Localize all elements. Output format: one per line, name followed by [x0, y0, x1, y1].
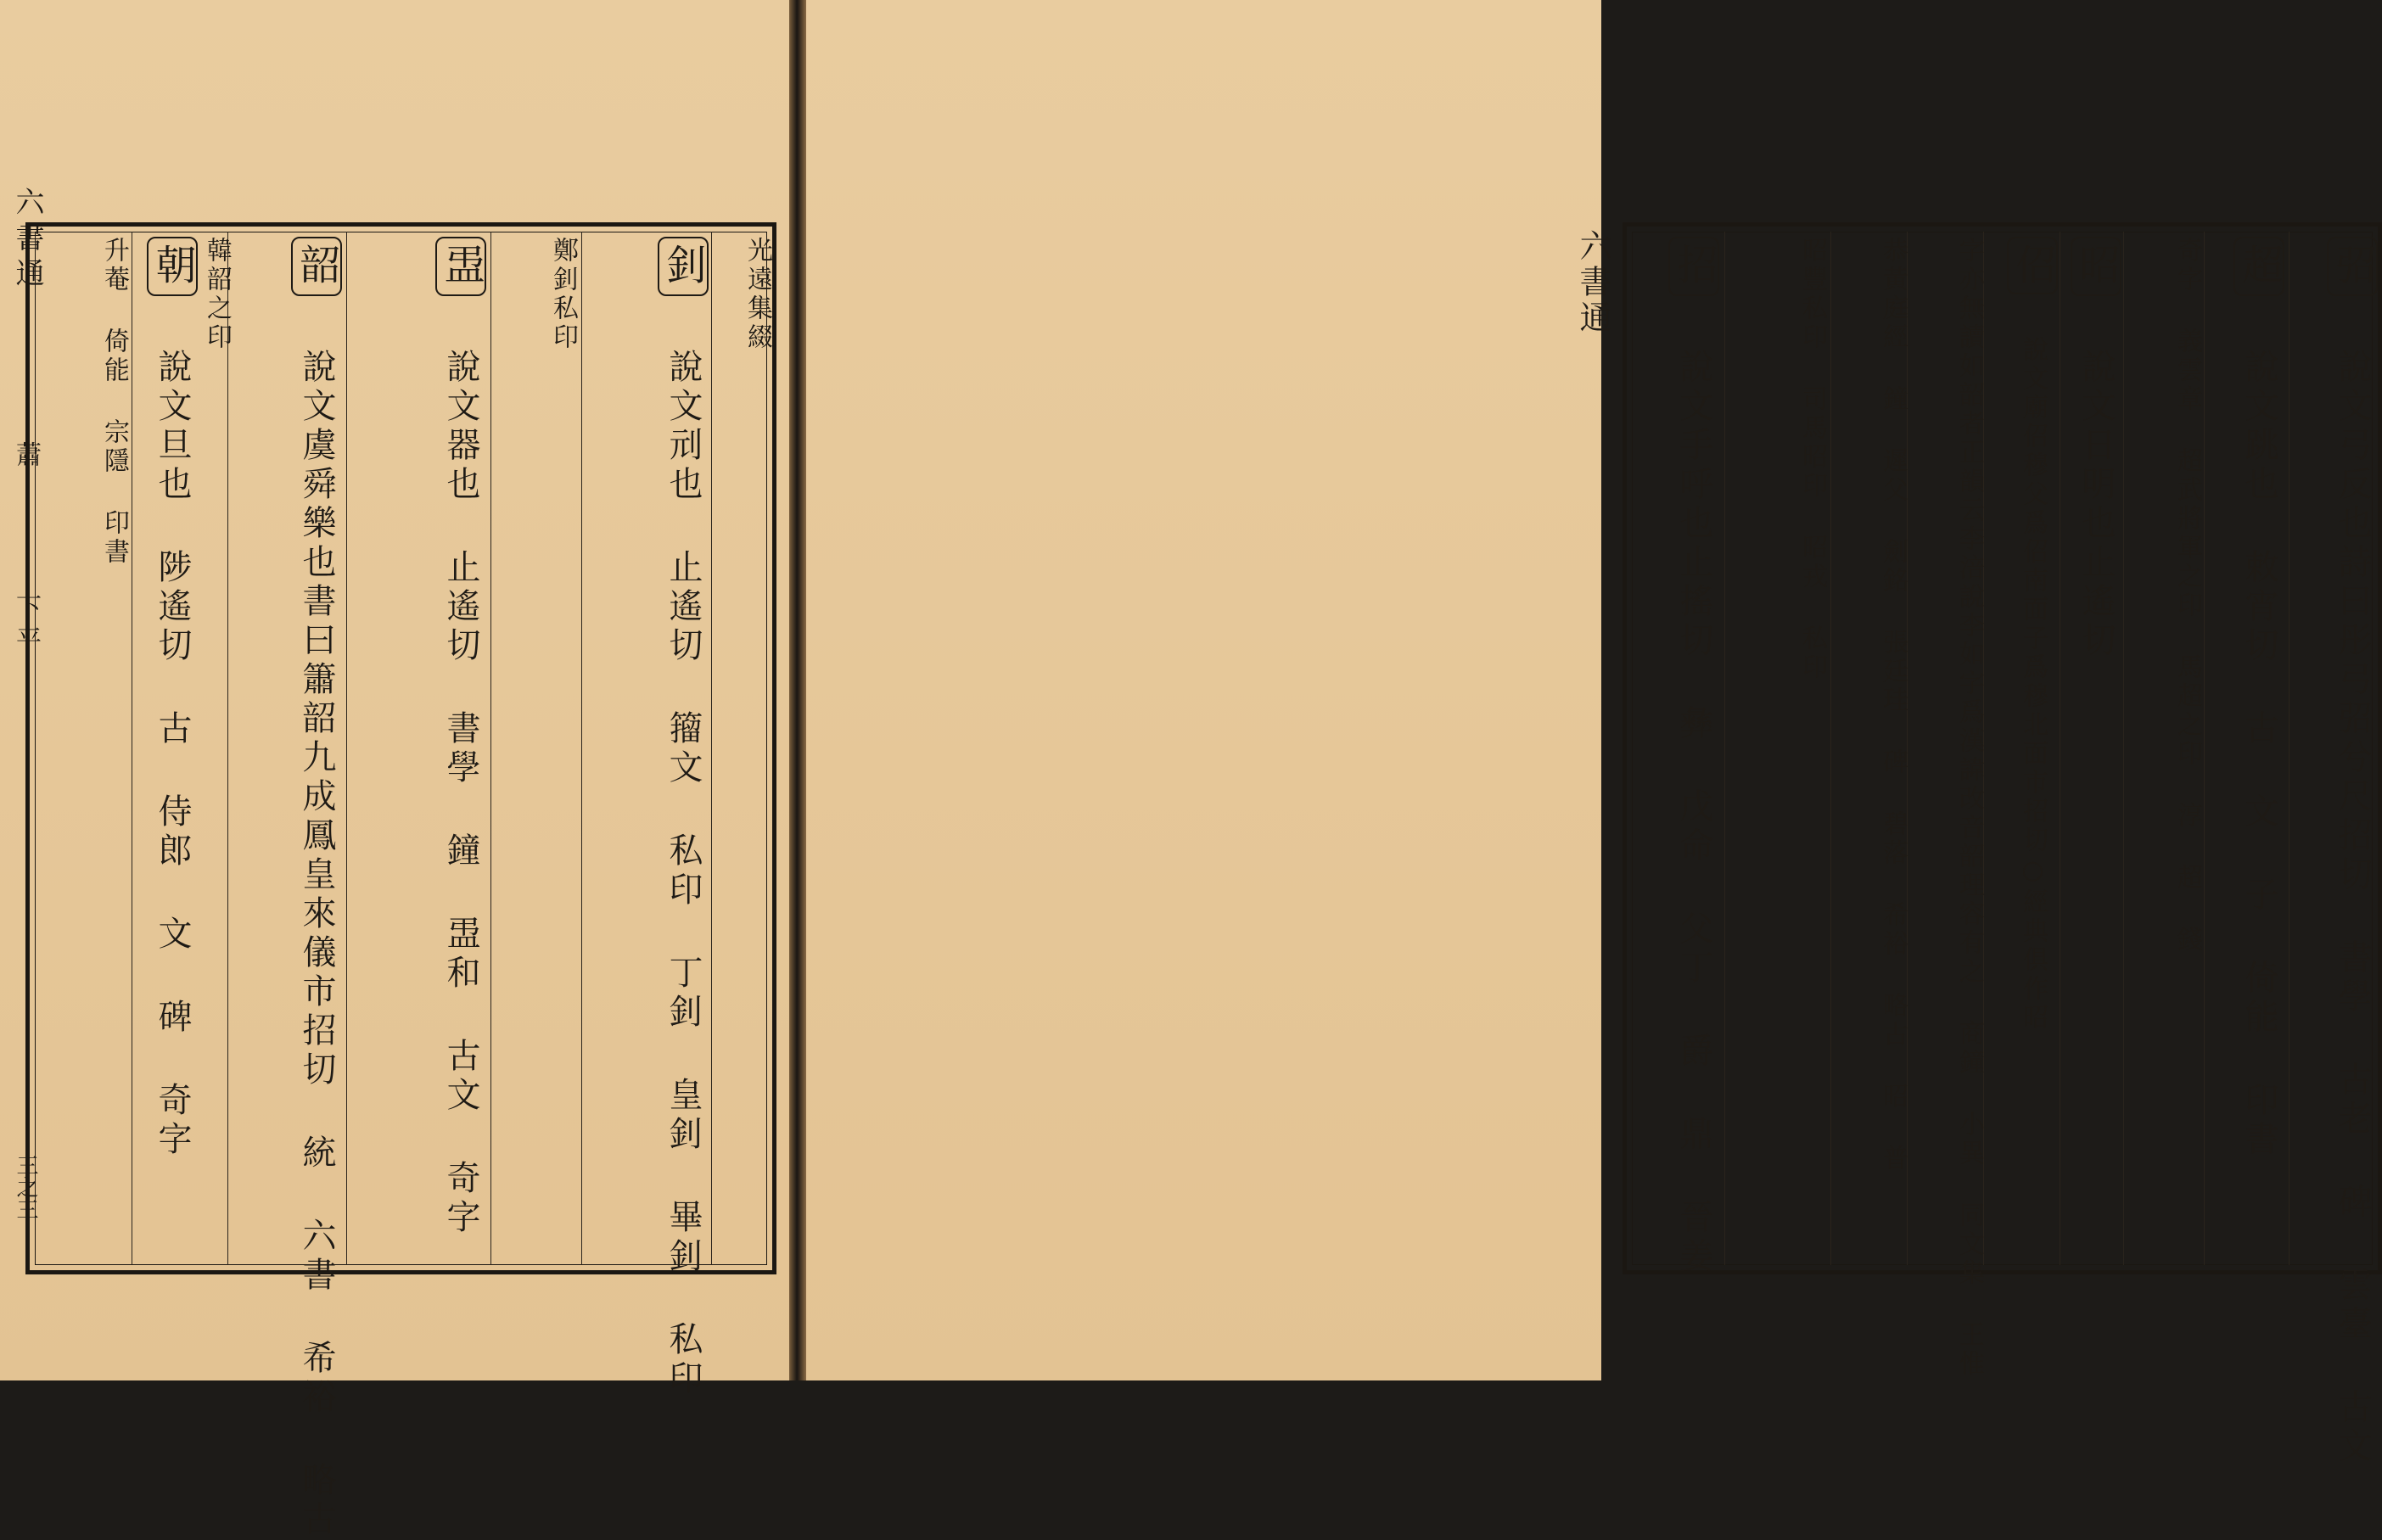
entry-head-zhao-jian: 釗 [658, 237, 709, 296]
left-col-4: 盄 說文器也 止遙切 書學 鐘 盄和 古文 奇字 [355, 237, 486, 1260]
right-col-6: 字亦無讀如韶者正韻云李涪說李如字爲漢諱改音韶理容有之 商鐘 小異 同文集 王惟 [1954, 237, 1984, 1379]
right-col-5: 佋 說文廟佋穆父爲佋南面子爲穆北面市招切○經典俱作昭 [1990, 237, 2058, 1260]
column-rule [346, 232, 347, 1265]
right-col-1: 弨 說文弓反也詩曰彤弓弨兮尺招切 書學 古老 碑 雲臺 古文 [2297, 237, 2378, 1260]
left-col-5: 韶 說文虞舜樂也書曰簫韶九成鳳皇來儀市招切 統 六書 希裕 略古 [236, 237, 342, 1260]
right-page [806, 0, 2376, 1467]
book-gutter [789, 0, 806, 1380]
left-col-1: 光遠集綴 [743, 237, 772, 352]
entry-head-zhao-vessel: 盄 [435, 237, 486, 296]
entry-head-chao-bow: 弨 [2327, 237, 2378, 296]
entry-head-shao: 韶 [291, 237, 342, 296]
left-col-7: 朝 說文旦也 陟遙切 古 侍郎 文 碑 奇字 [138, 237, 198, 1260]
entry-head-zhao-morning: 朝 [147, 237, 198, 296]
entry-head-zhao-beckon: 招 [1668, 237, 1719, 296]
left-page-number: 三之三 [13, 1154, 38, 1220]
right-col-9: 招 說文手呼也止搖切 彝 戊命 父丁 爵 鼎 晉姜 [1639, 237, 1719, 1260]
left-col-2: 釗 說文刓也 止遙切 籀文 私印 丁釗 皇釗 畢釗 私印 [590, 237, 709, 1260]
column-rule [1830, 232, 1831, 1265]
right-col-4: 昭 說文日明也止遙切 [2066, 237, 2121, 1260]
right-text-frame [1623, 222, 2382, 1467]
left-col-3: 鄭釗私印 [548, 237, 578, 352]
right-col-8: 昭豐私印 司馬昭印 昭戎 私印 [1797, 237, 1827, 682]
column-rule [2289, 232, 2290, 1265]
entry-head-shao-temple: 佋 [2007, 237, 2058, 294]
right-col-7: 恭黃庭經 鐘 遲父 劍銘 張廷珪 碑 碧落 希裕 略古 昭 普 [1878, 237, 1908, 1173]
column-rule [711, 232, 712, 1265]
column-rule [581, 232, 582, 1265]
left-margin-rhyme: 蕭 [11, 441, 41, 473]
column-rule [490, 232, 491, 1265]
column-rule [1724, 232, 1725, 1265]
left-page [0, 0, 789, 1540]
column-rule [2123, 232, 2124, 1265]
left-margin-title: 六書通 [10, 187, 44, 294]
right-col-2: 超 說文跳也 敕宵切 古 文 子 倚能 印書 [2212, 237, 2284, 1260]
left-col-8: 升菴 倚能 宗隱 印書 [99, 237, 129, 567]
left-col-6: 韓韶之印 [202, 237, 232, 352]
right-col-3: 奇字 義雲章 超武將軍之印 馬超之印 淳 超 錢 [2172, 237, 2202, 955]
left-text-frame [25, 222, 776, 1540]
column-rule [2204, 232, 2205, 1265]
entry-head-zhao-bright: 昭 [2071, 237, 2121, 296]
left-margin-volume: 下平 [11, 594, 41, 658]
right-margin-title: 六書通 [1574, 229, 1611, 336]
entry-head-chao: 超 [2233, 237, 2284, 296]
